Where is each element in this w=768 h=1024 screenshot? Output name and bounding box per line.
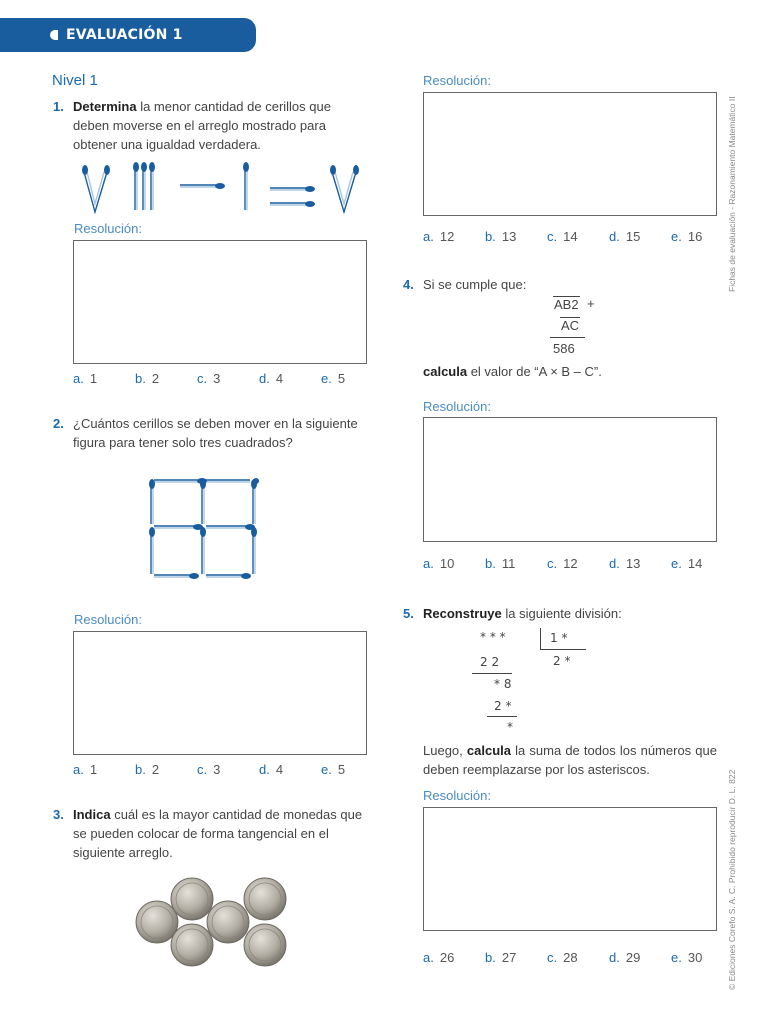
option-d[interactable]: d. 15 <box>609 229 641 244</box>
question-4-instruction <box>423 362 717 381</box>
option-e[interactable]: e. 5 <box>321 371 346 386</box>
question-number: 3. <box>53 807 64 822</box>
question-text: la suma de todos los números que deben reemplazarse por los asteriscos. <box>423 743 718 777</box>
coin <box>136 901 178 943</box>
question-5 <box>403 604 717 623</box>
side-text-bottom: © Ediciones Corefo S. A. C. Prohibido reproducir D. L. 822 <box>727 769 737 990</box>
option-d[interactable]: d. 29 <box>609 950 641 965</box>
resolution-box-4[interactable] <box>423 417 717 542</box>
division-bracket-horizontal <box>540 649 586 650</box>
option-c[interactable]: c. 3 <box>197 371 221 386</box>
coins-figure <box>132 876 292 972</box>
option-e[interactable]: e. 30 <box>671 950 703 965</box>
option-a[interactable]: a. 26 <box>423 950 455 965</box>
options-q5 <box>423 950 733 965</box>
option-b[interactable]: b. 2 <box>135 371 160 386</box>
option-e[interactable]: e. 5 <box>321 762 346 777</box>
resolution-label: Resolución: <box>74 612 142 627</box>
division-bracket-vertical <box>540 628 541 650</box>
resolution-label: Resolución: <box>423 73 491 88</box>
option-d[interactable]: d. 4 <box>259 371 284 386</box>
division-line-2 <box>487 716 517 717</box>
division-line-1 <box>472 673 512 674</box>
level-title: Nivel 1 <box>52 72 98 89</box>
resolution-box-2[interactable] <box>73 631 367 755</box>
option-c[interactable]: c. 12 <box>547 556 578 571</box>
question-1 <box>53 97 367 154</box>
option-c[interactable]: c. 3 <box>197 762 221 777</box>
option-a[interactable]: a. 1 <box>73 371 98 386</box>
option-c[interactable]: c. 14 <box>547 229 578 244</box>
header-banner <box>0 18 256 52</box>
question-number: 5. <box>403 606 414 621</box>
question-verb: calcula <box>466 743 511 758</box>
subtraction-2: 2 * <box>494 699 512 713</box>
quotient: 2 * <box>553 654 571 668</box>
option-c[interactable]: c. 28 <box>547 950 578 965</box>
header-title: EVALUACIÓN 1 <box>66 27 183 43</box>
question-4 <box>403 275 717 294</box>
sum-line <box>550 337 585 338</box>
options-q4 <box>423 556 733 571</box>
side-text-top: Fichas de evaluación - Razonamiento Matemático II <box>727 96 737 292</box>
option-a[interactable]: a. 10 <box>423 556 455 571</box>
subtraction-1: 2 2 <box>480 655 500 669</box>
question-text: el valor de “A × B – C”. <box>467 364 602 379</box>
resolution-label: Resolución: <box>423 399 491 414</box>
coin <box>171 878 213 920</box>
header-bullet-icon <box>50 30 58 40</box>
resolution-label: Resolución: <box>74 221 142 236</box>
question-verb: Reconstruye <box>423 606 502 621</box>
long-division <box>470 628 600 738</box>
resolution-box-3[interactable] <box>423 92 717 216</box>
addend-2: AC <box>561 318 580 333</box>
resolution-box-1[interactable] <box>73 240 367 364</box>
question-verb: Indica <box>73 807 111 822</box>
question-text: ¿Cuántos cerillos se deben mover en la siguiente figura para tener solo tres cuadrados? <box>73 416 358 450</box>
question-verb: Determina <box>73 99 137 114</box>
plus-sign: + <box>587 296 595 311</box>
option-b[interactable]: b. 11 <box>485 556 516 571</box>
question-5-instruction: Luego, calcula la suma de todos los números que deben reemplazarse por los asteriscos. <box>423 743 718 777</box>
resolution-box-5[interactable] <box>423 807 717 931</box>
question-number: 4. <box>403 277 414 292</box>
coin <box>207 901 249 943</box>
resolution-label: Resolución: <box>423 788 491 803</box>
question-verb: calcula <box>423 364 468 379</box>
option-e[interactable]: e. 16 <box>671 229 703 244</box>
sum-result: 586 <box>553 341 575 356</box>
coin <box>244 924 286 966</box>
option-d[interactable]: d. 4 <box>259 762 284 777</box>
dividend: * * * <box>480 630 506 644</box>
matchstick-equation-figure <box>74 160 374 220</box>
option-e[interactable]: e. 14 <box>671 556 703 571</box>
options-q1 <box>73 371 383 386</box>
option-b[interactable]: b. 2 <box>135 762 160 777</box>
addend-1: AB2 <box>554 297 579 312</box>
option-a[interactable]: a. 12 <box>423 229 455 244</box>
question-number: 1. <box>53 99 64 114</box>
remainder-1: * 8 <box>494 677 512 691</box>
question-text: Si se cumple que: <box>423 277 527 292</box>
option-b[interactable]: b. 13 <box>485 229 517 244</box>
question-text: la siguiente división: <box>501 606 622 621</box>
coin <box>244 878 286 920</box>
options-q2 <box>73 762 383 777</box>
coin <box>171 924 213 966</box>
options-q3 <box>423 229 733 244</box>
question-text: cuál es la mayor cantidad de monedas que se pueden colocar de forma tangencial en el siguiente arreglo. <box>73 807 363 860</box>
option-b[interactable]: b. 27 <box>485 950 517 965</box>
matchstick-squares-figure <box>146 474 262 584</box>
question-3 <box>53 805 367 862</box>
question-number: 2. <box>53 416 64 431</box>
question-2 <box>53 414 367 452</box>
divisor: 1 * <box>550 631 568 645</box>
option-a[interactable]: a. 1 <box>73 762 98 777</box>
option-d[interactable]: d. 13 <box>609 556 641 571</box>
question-text: la menor cantidad de cerillos que deben moverse en el arreglo mostrado para obtener una igualdad verdadera. <box>73 99 331 152</box>
remainder-2: * <box>507 720 513 734</box>
